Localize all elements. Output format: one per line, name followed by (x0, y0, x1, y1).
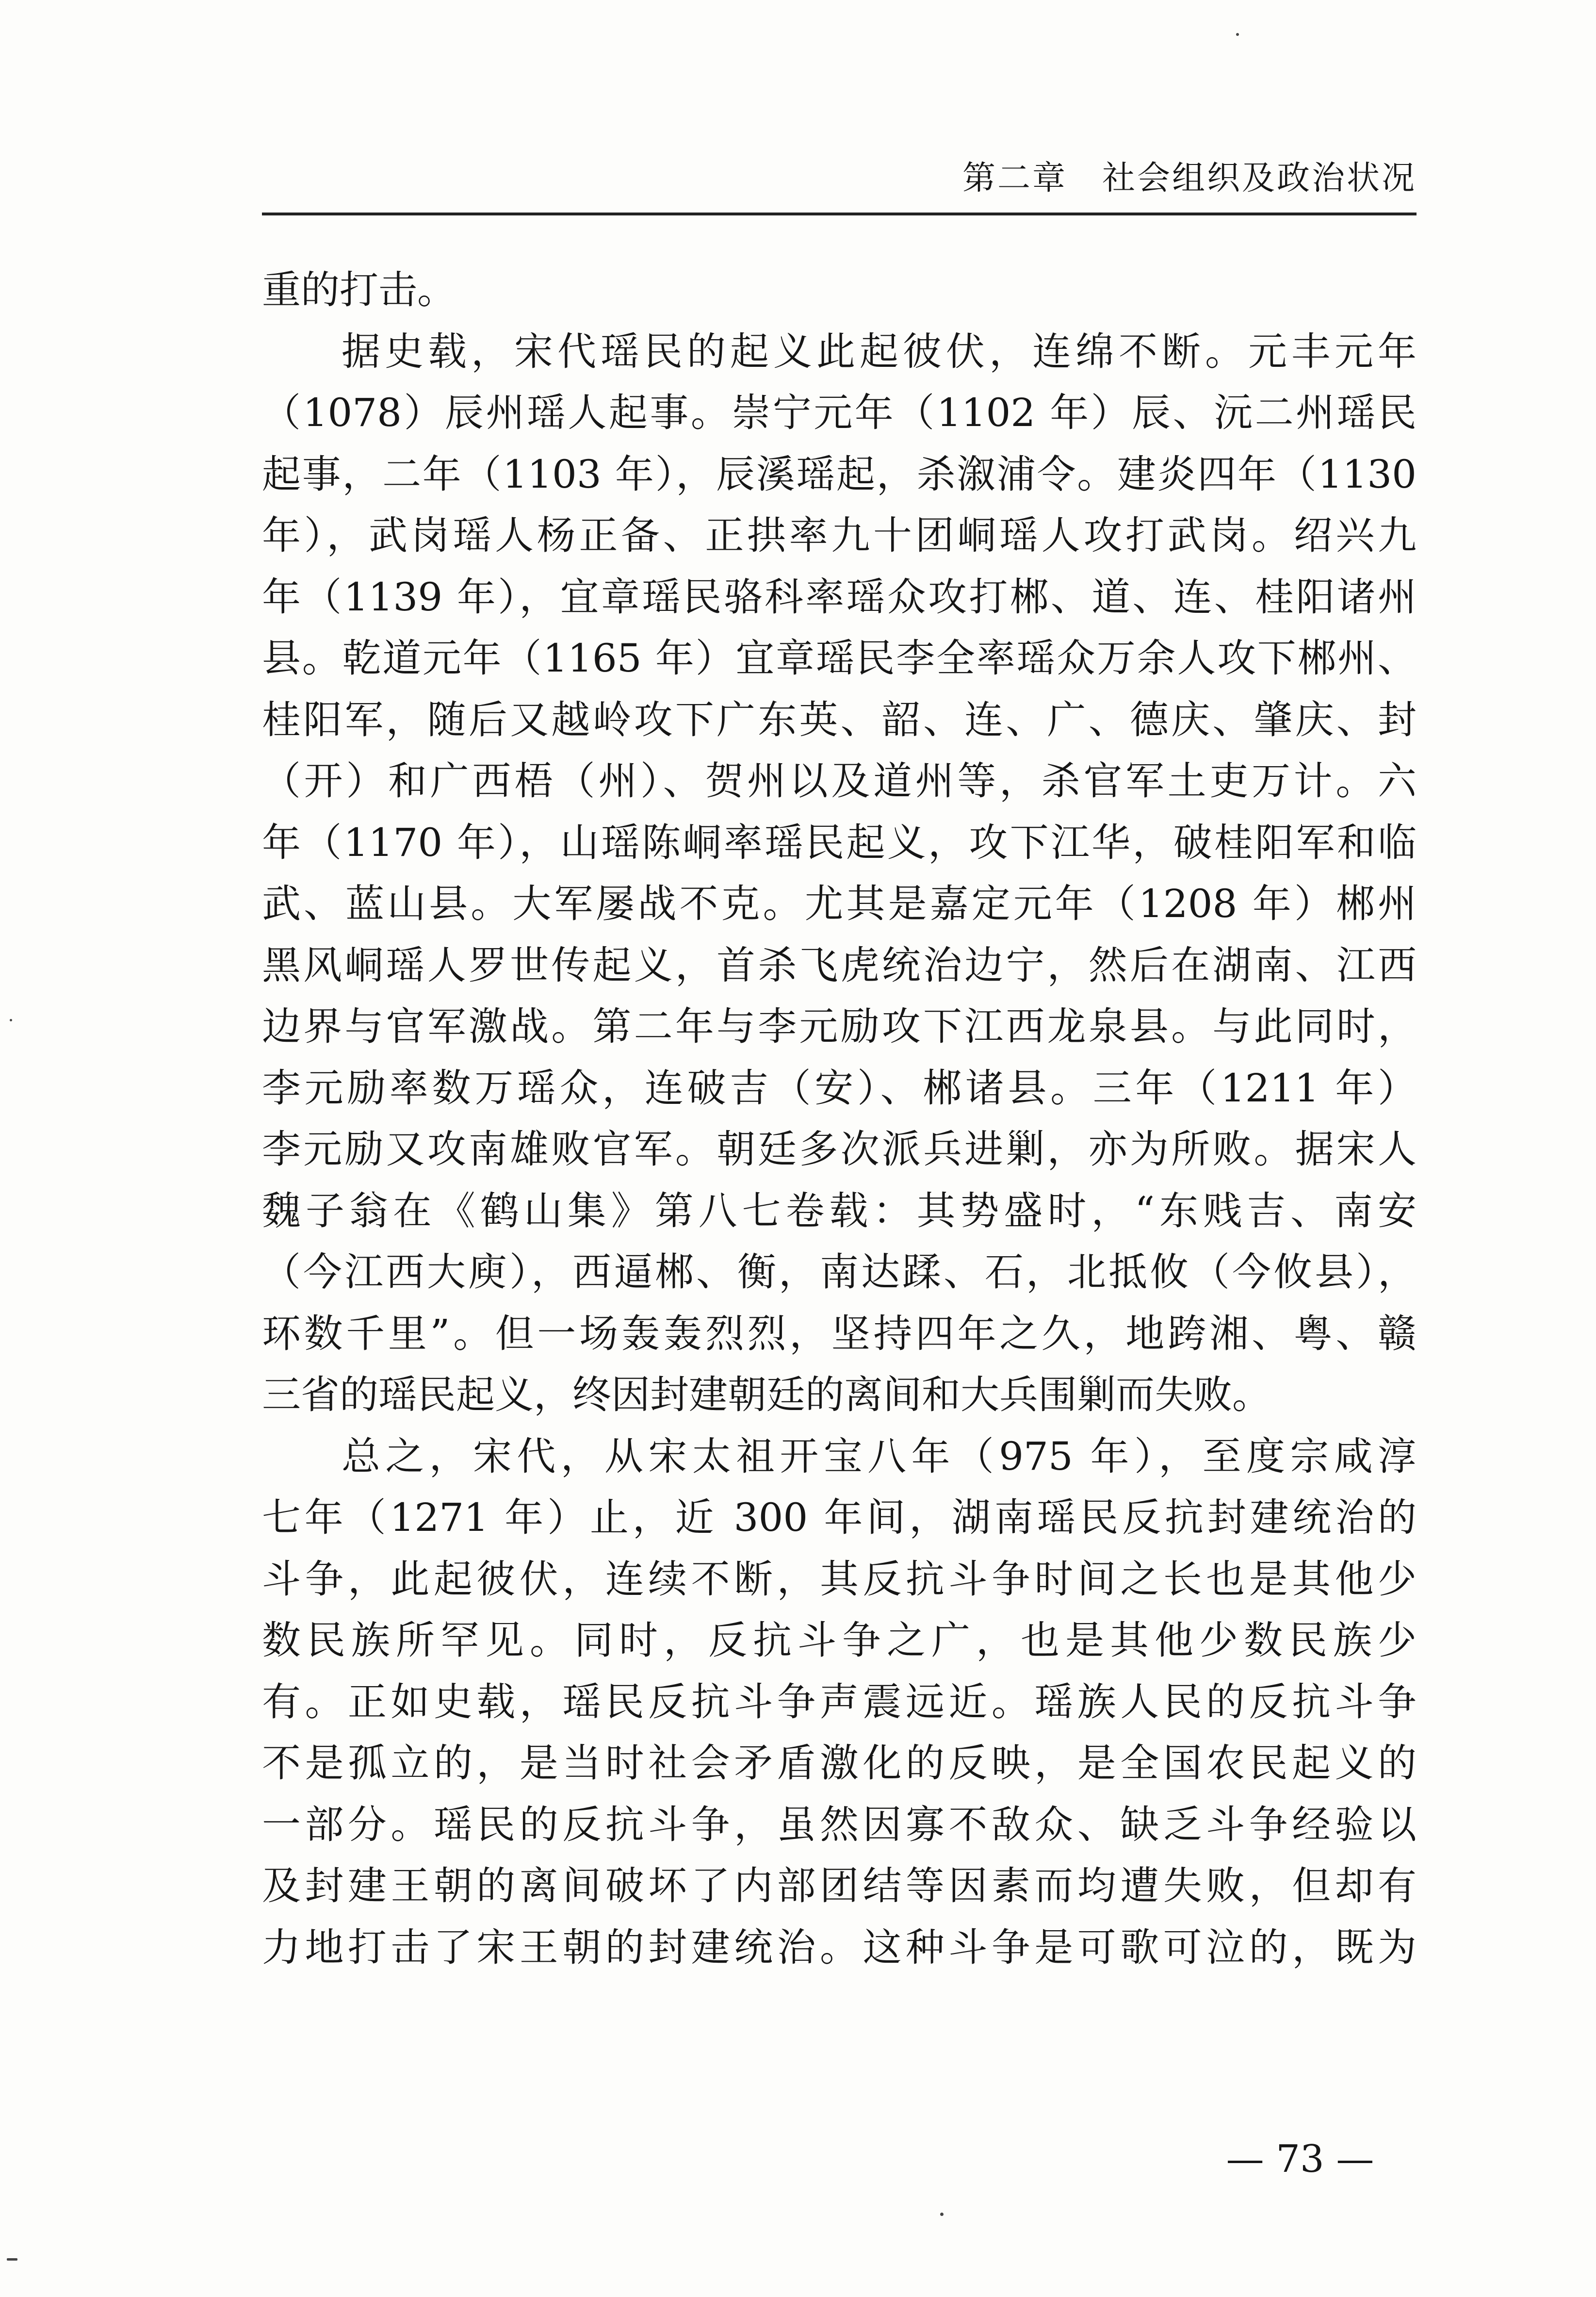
scan-speck (10, 1019, 12, 1021)
scan-speck (940, 2213, 944, 2216)
text-line: 边界与官军激战。第二年与李元励攻下江西龙泉县。与此同时， (262, 1004, 1417, 1049)
text-line: 及封建王朝的离间破坏了内部团结等因素而均遭失败，但却有 (262, 1863, 1417, 1908)
text-line: 起事，二年（1103 年），辰溪瑶起，杀溆浦令。建炎四年（1130 (262, 451, 1417, 497)
text-line: 七年（1271 年）止，近 300 年间，湖南瑶民反抗封建统治的 (262, 1495, 1417, 1540)
text-line: 李元励率数万瑶众，连破吉（安）、郴诸县。三年（1211 年） (262, 1065, 1417, 1111)
text-line: 年（1170 年），山瑶陈峒率瑶民起义，攻下江华，破桂阳军和临 (262, 820, 1417, 865)
text-line: 县。乾道元年（1165 年）宜章瑶民李全率瑶众万余人攻下郴州、 (262, 636, 1417, 681)
text-line: （1078）辰州瑶人起事。崇宁元年（1102 年）辰、沅二州瑶民 (262, 390, 1417, 435)
text-line: 武、蓝山县。大军屡战不克。尤其是嘉定元年（1208 年）郴州 (262, 881, 1417, 926)
body-text (262, 260, 1417, 1978)
text-line: 黑风峒瑶人罗世传起义，首杀飞虎统治边宁，然后在湖南、江西 (262, 942, 1417, 988)
text-line: 年），武岗瑶人杨正备、正拱率九十团峒瑶人攻打武岗。绍兴九 (262, 513, 1417, 558)
text-line: 环数千里”。但一场轰轰烈烈，坚持四年之久，地跨湘、粤、赣 (262, 1311, 1417, 1356)
text-line: 重的打击。 (262, 267, 456, 312)
scan-speck (1236, 33, 1239, 36)
text-line: 据史载，宋代瑶民的起义此起彼伏，连绵不断。元丰元年 (342, 328, 1417, 374)
text-line: 桂阳军，随后又越岭攻下广东英、韶、连、广、德庆、肇庆、封 (262, 697, 1417, 742)
text-line: 力地打击了宋王朝的封建统治。这种斗争是可歌可泣的，既为 (262, 1924, 1417, 1970)
text-line: 数民族所罕见。同时，反抗斗争之广，也是其他少数民族少 (262, 1618, 1417, 1663)
header-rule (262, 213, 1417, 215)
running-header: 第二章 社会组织及政治状况 (962, 159, 1417, 197)
text-line: 李元励又攻南雄败官军。朝廷多次派兵进剿，亦为所败。据宋人 (262, 1127, 1417, 1172)
text-line: 年（1139 年），宜章瑶民骆科率瑶众攻打郴、道、连、桂阳诸州 (262, 574, 1417, 620)
text-line: 有。正如史载，瑶民反抗斗争声震远近。瑶族人民的反抗斗争 (262, 1679, 1417, 1724)
text-line: 一部分。瑶民的反抗斗争，虽然因寡不敌众、缺乏斗争经验以 (262, 1802, 1417, 1847)
text-line: （今江西大庾），西逼郴、衡，南达蹂、石，北抵攸（今攸县）， (262, 1249, 1417, 1295)
scan-speck (7, 2258, 17, 2261)
text-line: 三省的瑶民起义，终因封建朝廷的离间和大兵围剿而失败。 (262, 1372, 1271, 1417)
text-line: 魏子翁在《鹤山集》第八七卷载：其势盛时，“东贱吉、南安 (262, 1188, 1417, 1233)
text-line: 不是孤立的，是当时社会矛盾激化的反映，是全国农民起义的 (262, 1740, 1417, 1786)
text-line: 总之，宋代，从宋太祖开宝八年（975 年），至度宗咸淳 (342, 1433, 1417, 1479)
page-number: — 73 — (1226, 2137, 1374, 2181)
text-line: 斗争，此起彼伏，连续不断，其反抗斗争时间之长也是其他少 (262, 1556, 1417, 1602)
text-line: （开）和广西梧（州）、贺州以及道州等，杀官军土吏万计。六 (262, 758, 1417, 804)
